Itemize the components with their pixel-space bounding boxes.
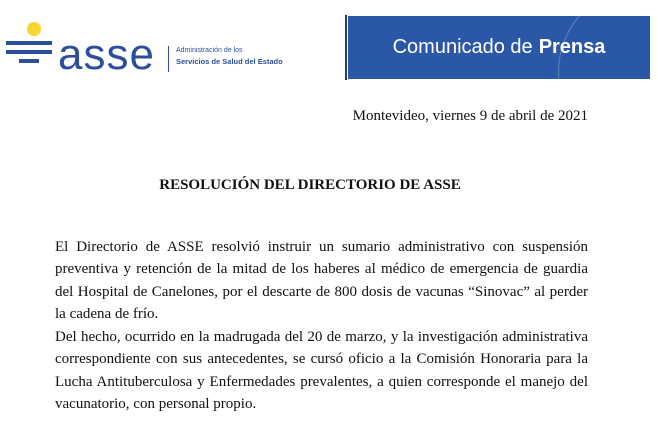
banner-divider <box>345 15 347 80</box>
banner-text: Comunicado de <box>392 36 533 58</box>
logo-subtitle-1: Administración de los <box>176 47 243 54</box>
asse-logo <box>6 22 336 82</box>
logo-wordmark: asse <box>58 30 155 79</box>
logo-stripe <box>19 59 39 63</box>
dateline: Montevideo, viernes 9 de abril de 2021 <box>352 108 588 124</box>
paragraph-2: Del hecho, ocurrido en la madrugada del 20 de marzo, y la investigación administrativa correspondiente con sus antecedentes, se cursó oficio a la Comisión Honoraria para la Lucha Antituberculosa y Enfermedades prevalentes, a quien corresponde el manejo del vacunatorio, con personal propio. <box>55 329 588 412</box>
sun-icon <box>27 22 41 36</box>
logo-subtitle-2: Servicios de Salud del Estado <box>176 57 283 66</box>
document-title: RESOLUCIÓN DEL DIRECTORIO DE ASSE <box>159 177 461 193</box>
logo-stripe <box>6 41 52 45</box>
press-release-banner <box>348 16 650 79</box>
banner-text-bold: Prensa <box>538 36 606 58</box>
logo-divider <box>168 46 169 72</box>
banner-decoration <box>558 16 650 79</box>
logo-stripe <box>6 50 52 54</box>
paragraph-1: El Directorio de ASSE resolvió instruir un sumario administrativo con suspensión preventiva y retención de la mitad de los haberes al médico de emergencia de guardia del Hospital de Canelones, por el descarte de 800 dosis de vacunas “Sinovac” al perder la cadena de frío. <box>55 239 588 322</box>
